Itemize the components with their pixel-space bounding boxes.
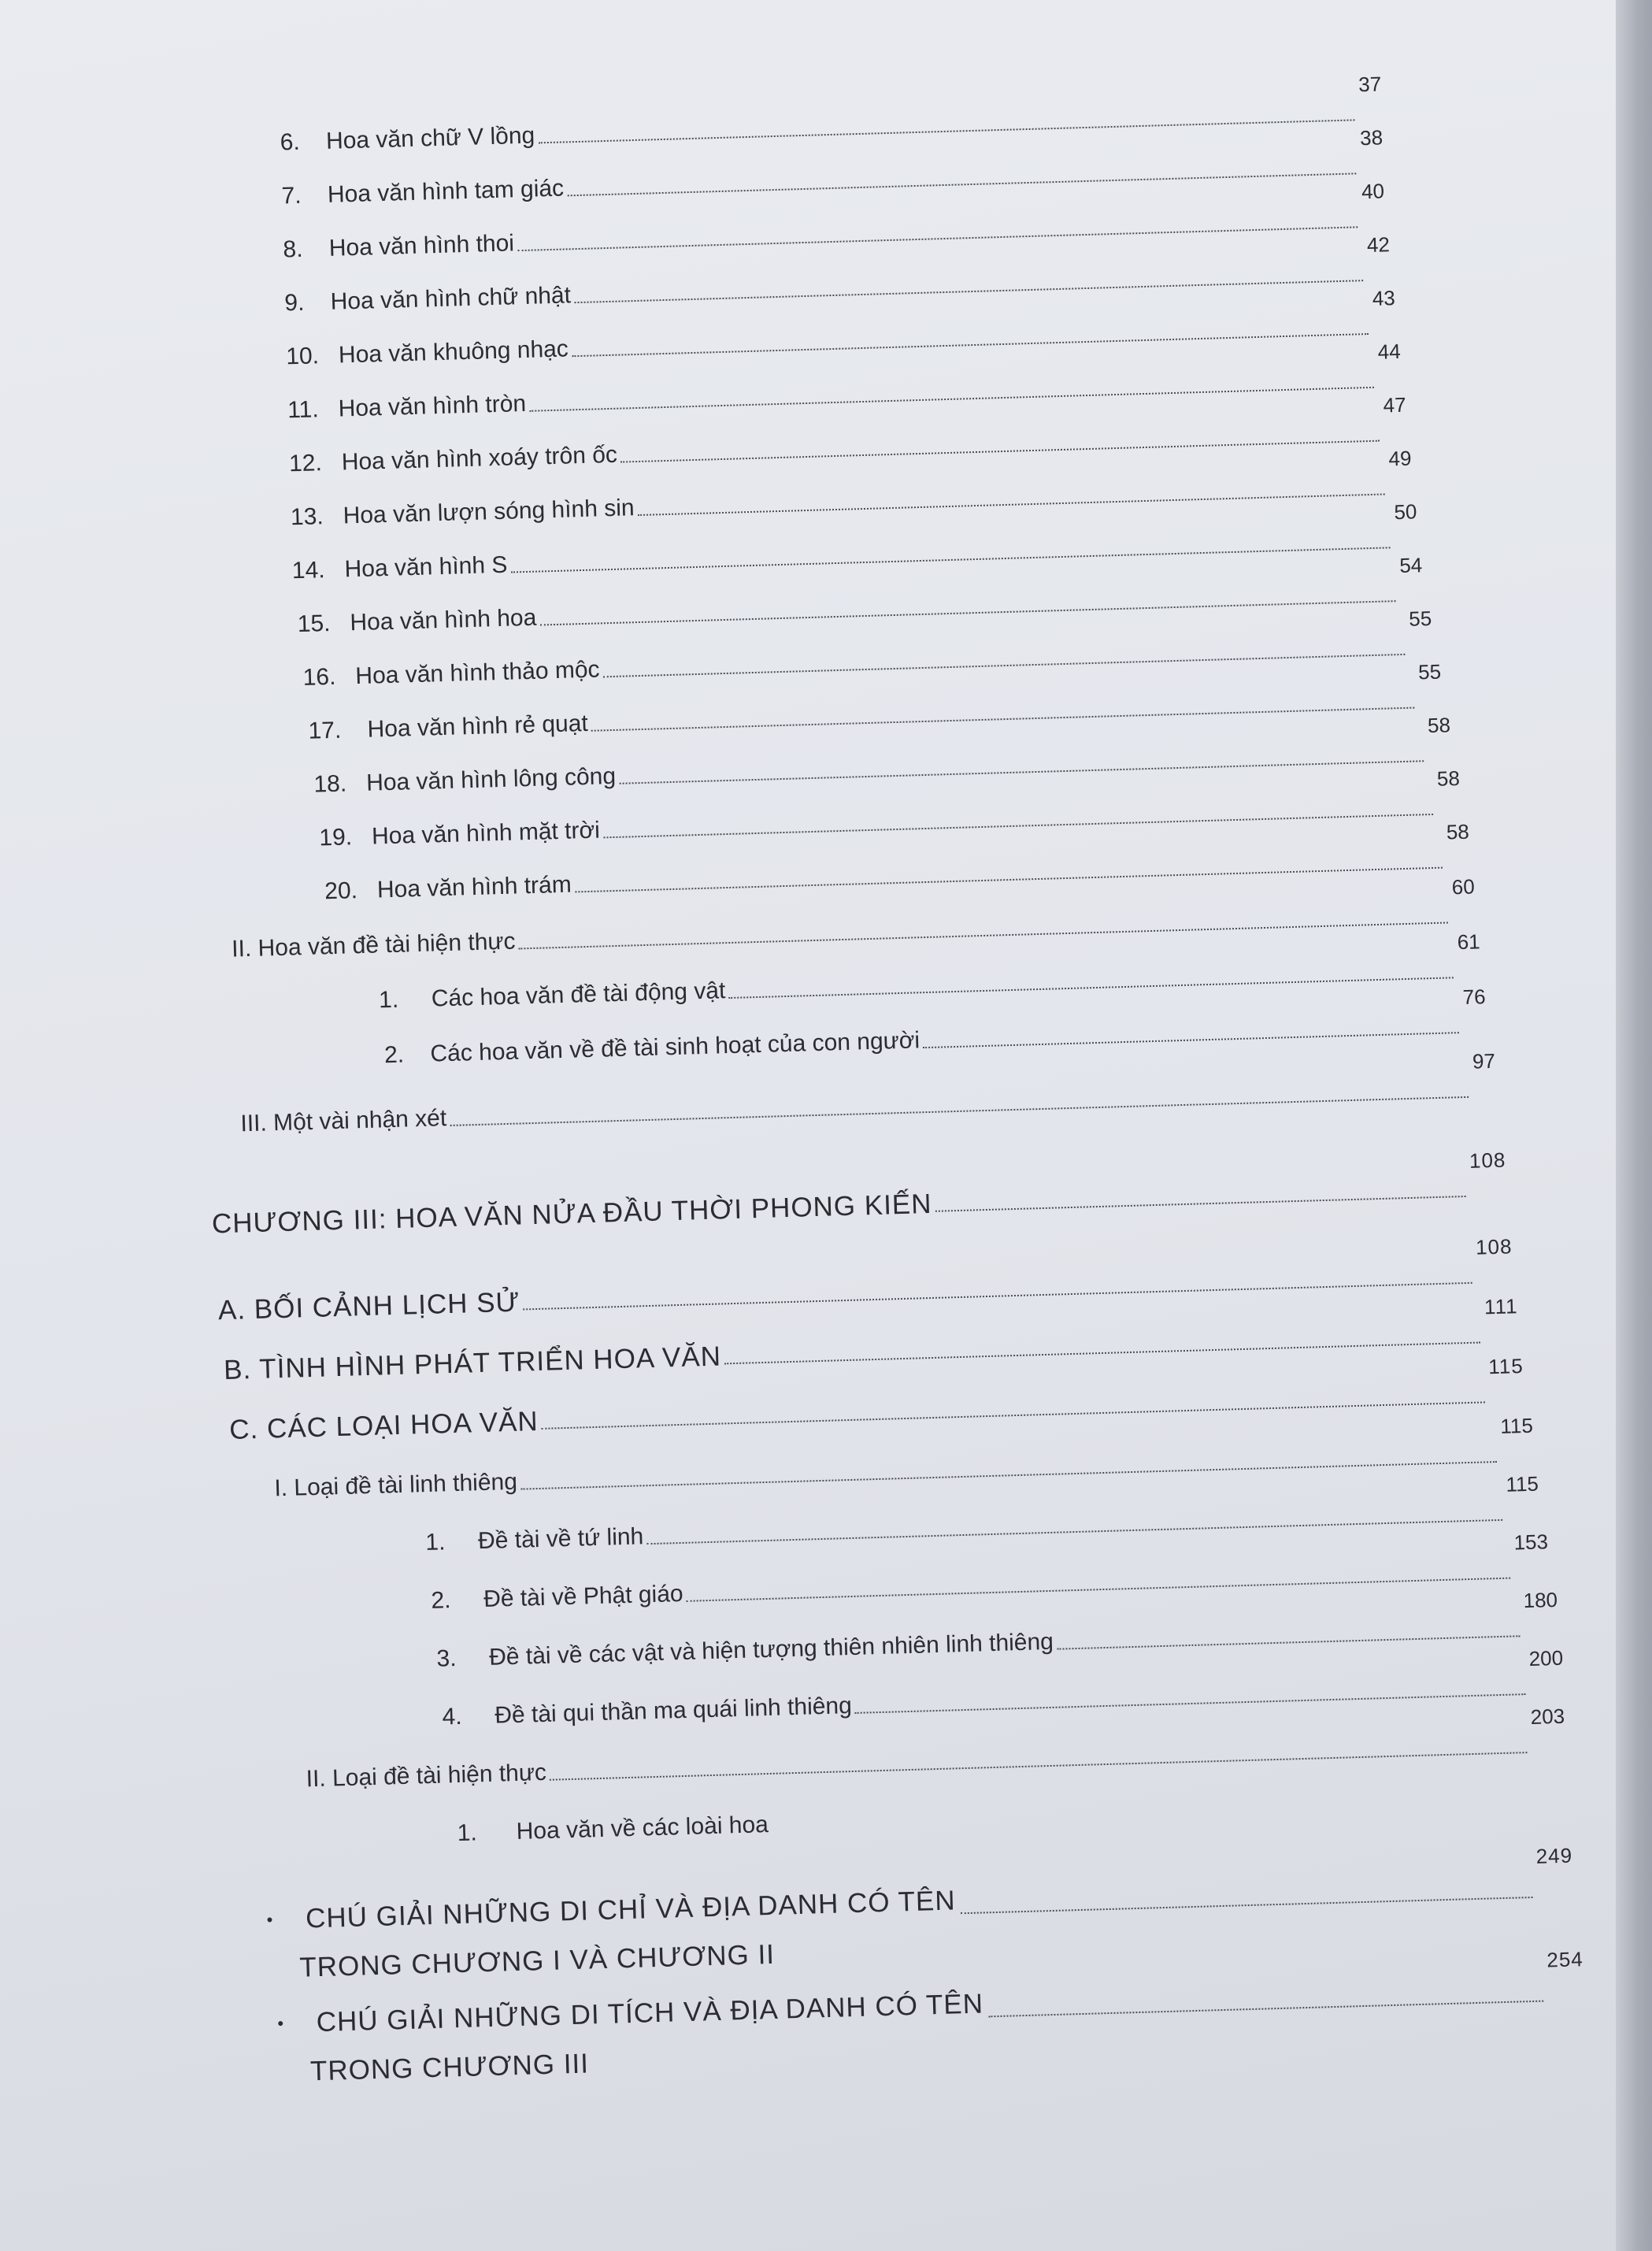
entry-title: Hoa văn hình hoa <box>350 604 537 636</box>
toc-entry <box>457 1784 1568 1849</box>
entry-title: Hoa văn hình lông công <box>365 762 617 796</box>
entry-title: Các hoa văn về đề tài sinh hoạt của con người <box>430 1027 920 1067</box>
page-number: 111 <box>1483 1294 1518 1319</box>
page-number: 40 <box>1361 179 1385 204</box>
page-number: 47 <box>1383 392 1406 417</box>
toc-entry <box>378 929 1482 1016</box>
entry-number: 4. <box>442 1703 463 1730</box>
part-title: C. CÁC LOẠI HOA VĂN <box>228 1405 539 1445</box>
page-edge <box>1616 0 1652 2251</box>
entry-number: 6. <box>280 128 301 156</box>
page-number: 58 <box>1436 766 1461 791</box>
entry-number: 17. <box>308 717 342 744</box>
dot-leader <box>619 760 1424 784</box>
page-number: 153 <box>1513 1530 1549 1555</box>
entry-number: 11. <box>287 396 320 424</box>
toc-entry <box>280 72 1383 158</box>
page-number: 50 <box>1394 499 1417 525</box>
dot-leader <box>567 172 1356 196</box>
page-number: 76 <box>1462 985 1487 1009</box>
page-number: 60 <box>1451 874 1476 899</box>
dot-leader <box>687 1578 1510 1602</box>
entry-title: Hoa văn hình trám <box>376 871 572 903</box>
entry-number: 18. <box>313 770 347 798</box>
page-number: 58 <box>1427 713 1451 738</box>
dot-leader <box>594 2048 1581 2077</box>
page-number: 54 <box>1398 553 1423 578</box>
entry-title: Hoa văn hình thảo mộc <box>354 656 600 690</box>
entry-title: Hoa văn hình mặt trời <box>371 817 601 850</box>
page-number: 115 <box>1499 1413 1534 1438</box>
entry-number: 13. <box>290 503 324 531</box>
page-number: 43 <box>1372 286 1396 310</box>
page-number: 58 <box>1446 819 1470 844</box>
entry-title: Các hoa văn đề tài động vật <box>431 977 726 1012</box>
dot-leader <box>729 977 1454 999</box>
entry-number: 1. <box>424 1529 446 1556</box>
dot-leader <box>638 494 1385 517</box>
entry-title: Đề tài về các vật và hiện tượng thiên nhiên linh thiêng <box>488 1628 1054 1671</box>
page-number: 203 <box>1530 1704 1565 1729</box>
dot-leader <box>540 600 1396 625</box>
dot-leader <box>620 440 1380 463</box>
entry-number: 1. <box>457 1819 478 1847</box>
dot-leader <box>538 119 1354 143</box>
dot-leader <box>591 707 1414 732</box>
entry-title: Đề tài qui thần ma quái linh thiêng <box>494 1693 853 1729</box>
dot-leader <box>1057 1635 1520 1649</box>
page-number: 97 <box>1472 1048 1496 1074</box>
dot-leader <box>450 1096 1469 1126</box>
entry-title: Đề tài về tứ linh <box>477 1523 644 1555</box>
toc-entry <box>424 1471 1540 1559</box>
dot-leader <box>935 1196 1466 1212</box>
dot-leader <box>574 280 1363 303</box>
page-number: 44 <box>1377 339 1402 364</box>
page-number: 249 <box>1535 1843 1573 1868</box>
entry-number: 20. <box>324 877 358 905</box>
entry-title: Đề tài về Phật giáo <box>483 1580 684 1613</box>
dot-leader <box>517 226 1358 251</box>
page-number: 108 <box>1469 1148 1506 1173</box>
toc-chapter <box>211 1148 1507 1240</box>
entry-title: Hoa văn hình chữ nhật <box>330 282 572 315</box>
dot-leader <box>603 814 1433 838</box>
page-number: 115 <box>1506 1471 1539 1496</box>
page-number: 108 <box>1475 1234 1513 1259</box>
chapter-title: CHƯƠNG III: HOA VĂN NỬA ĐẦU THỜI PHONG KIẾN <box>211 1188 932 1240</box>
dot-leader <box>519 922 1448 949</box>
page-number: 38 <box>1359 125 1383 150</box>
dot-leader <box>575 867 1443 893</box>
entry-number: 12. <box>288 450 323 477</box>
entry-title: Hoa văn chữ V lồng <box>325 122 535 154</box>
entry-number: 7. <box>281 182 302 210</box>
dot-leader <box>923 1032 1459 1048</box>
page-number: 200 <box>1528 1645 1564 1671</box>
entry-title: Hoa văn hình tam giác <box>327 175 565 208</box>
page-number: 55 <box>1408 606 1432 631</box>
dot-leader <box>511 547 1391 573</box>
entry-number: 2. <box>383 1041 405 1069</box>
dot-leader <box>603 654 1406 677</box>
dot-leader <box>529 387 1374 412</box>
entry-number: 15. <box>297 610 331 638</box>
dot-leader <box>855 1693 1525 1714</box>
appendix-subtitle: TRONG CHƯƠNG I VÀ CHƯƠNG II <box>298 1938 776 1983</box>
page-number: 55 <box>1417 659 1442 684</box>
dot-leader <box>772 1809 1562 1833</box>
dot-leader <box>646 1519 1502 1545</box>
toc-part <box>217 1234 1513 1326</box>
entry-title: Hoa văn hình tròn <box>338 390 527 422</box>
appendix-title: CHÚ GIẢI NHỮNG DI CHỈ VÀ ĐỊA DANH CÓ TÊN <box>305 1885 957 1934</box>
page-number: 180 <box>1523 1587 1558 1613</box>
part-title: B. TÌNH HÌNH PHÁT TRIỂN HOA VĂN <box>223 1341 722 1386</box>
entry-number: 1. <box>378 986 399 1014</box>
appendix-subtitle: TRONG CHƯƠNG III <box>309 2048 590 2087</box>
entry-title: Hoa văn về các loài hoa <box>516 1812 769 1845</box>
dot-leader <box>524 1282 1472 1311</box>
entry-number: 19. <box>318 824 353 851</box>
dot-leader <box>520 1461 1497 1490</box>
appendix-title: CHÚ GIẢI NHỮNG DI TÍCH VÀ ĐỊA DANH CÓ TÊN <box>316 1988 984 2038</box>
entry-title: Hoa văn khuông nhạc <box>338 336 569 369</box>
section-title: III. Một vài nhận xét <box>240 1105 447 1137</box>
bullet-icon: • <box>266 1909 274 1930</box>
page-number: 115 <box>1487 1354 1524 1379</box>
page-number: 254 <box>1546 1947 1584 1972</box>
section-title: I. Loại đề tài linh thiêng <box>273 1468 518 1502</box>
entry-title: Hoa văn hình S <box>344 551 508 583</box>
dot-leader <box>724 1342 1480 1365</box>
entry-number: 8. <box>283 235 303 263</box>
bullet-icon: • <box>277 2013 285 2034</box>
entry-title: Hoa văn hình xoáy trôn ốc <box>341 441 618 476</box>
entry-number: 14. <box>291 557 326 584</box>
toc-section <box>240 1048 1497 1140</box>
entry-number: 9. <box>283 289 305 317</box>
entry-number: 3. <box>436 1645 457 1672</box>
part-title: A. BỐI CẢNH LỊCH SỬ <box>217 1286 520 1326</box>
page-number: 61 <box>1457 929 1481 955</box>
section-title: II. Loại đề tài hiện thực <box>306 1759 547 1793</box>
page-number: 37 <box>1358 72 1382 97</box>
page-number: 42 <box>1366 232 1391 258</box>
entry-title: Hoa văn hình rẻ quạt <box>367 710 589 743</box>
entry-number: 16. <box>302 663 336 691</box>
dot-leader <box>572 333 1369 357</box>
dot-leader <box>542 1401 1485 1429</box>
entry-number: 2. <box>431 1587 451 1614</box>
entry-number: 10. <box>285 343 320 370</box>
entry-title: Hoa văn hình thoi <box>328 230 515 261</box>
dot-leader <box>550 1752 1527 1781</box>
section-title: II. Hoa văn đề tài hiện thực <box>231 928 516 962</box>
entry-title: Hoa văn lượn sóng hình sin <box>343 495 635 529</box>
dot-leader <box>780 1945 1570 1968</box>
page-number: 49 <box>1388 446 1412 471</box>
